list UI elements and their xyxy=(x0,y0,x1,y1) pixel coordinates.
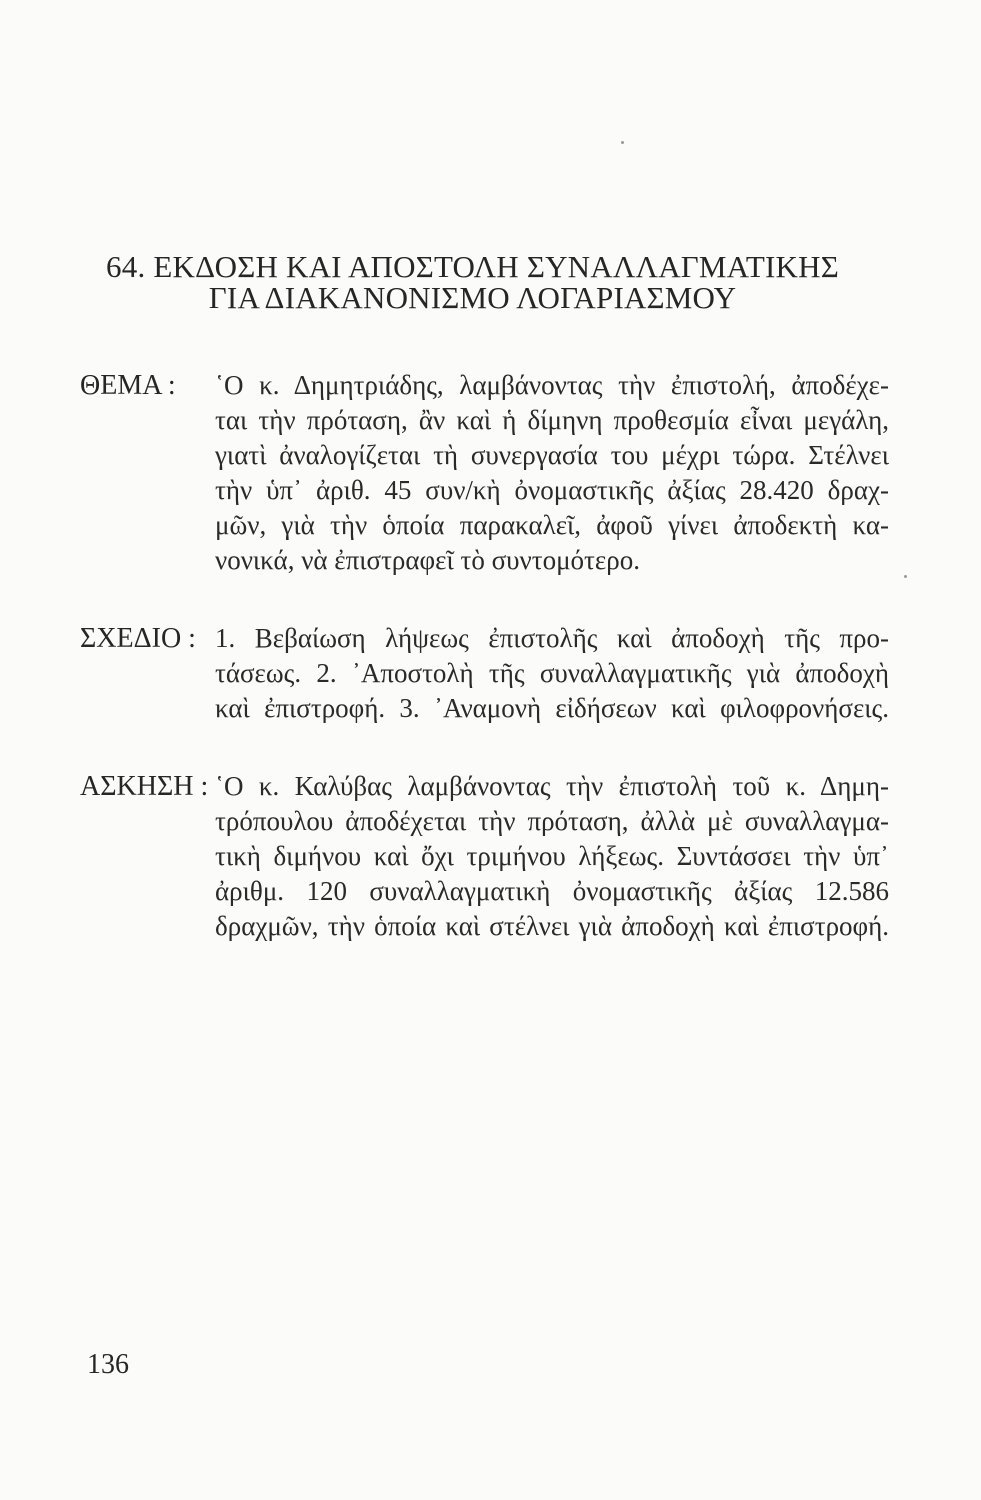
page-title-line-2: ΓΙΑ ΔΙΑΚΑΝΟΝΙΣΜΟ ΛΟΓΑΡΙΑΣΜΟΥ xyxy=(208,280,737,315)
thema-line-5: μῶν, γιὰ τὴν ὁποία παρακαλεῖ, ἀφοῦ γίνει ἀποδεκτὴ κα- xyxy=(215,510,889,540)
page-number: 136 xyxy=(87,1349,129,1380)
thema-line-1: ῾Ο κ. Δημητριάδης, λαμβάνοντας τὴν ἐπιστολή, ἀποδέχε- xyxy=(215,370,889,400)
speck-mark xyxy=(621,141,624,144)
speck-mark xyxy=(904,575,907,578)
thema-line-3: γιατὶ ἀναλογίζεται τὴ συνεργασία του μέχρι τώρα. Στέλνει xyxy=(215,440,889,470)
askisi-line-2: τρόπουλου ἀποδέχεται τὴν πρόταση, ἀλλὰ μὲ συναλλαγμα- xyxy=(215,806,889,836)
askisi-line-4: ἀριθμ. 120 συναλλαγματικὴ ὀνομαστικῆς ἀξίας 12.586 xyxy=(215,876,889,906)
askisi-label: ΑΣΚΗΣΗ : xyxy=(80,771,209,802)
askisi-line-1: ῾Ο κ. Καλύβας λαμβάνοντας τὴν ἐπιστολὴ τοῦ κ. Δημη- xyxy=(215,771,889,801)
page-title-line-1: 64. ΕΚΔΟΣΗ ΚΑΙ ΑΠΟΣΤΟΛΗ ΣΥΝΑΛΛΑΓΜΑΤΙΚΗΣ xyxy=(106,249,839,284)
askisi-line-5: δραχμῶν, τὴν ὁποία καὶ στέλνει γιὰ ἀποδοχὴ καὶ ἐπιστροφή. xyxy=(215,911,889,941)
schedio-label: ΣΧΕΔΙΟ : xyxy=(80,623,196,654)
thema-line-4: τὴν ὑπ᾽ ἀριθ. 45 συν/κὴ ὀνομαστικῆς ἀξίας 28.420 δραχ- xyxy=(215,475,889,505)
schedio-line-3: καὶ ἐπιστροφή. 3. ᾿Αναμονὴ εἰδήσεων καὶ φιλοφρονήσεις. xyxy=(215,693,889,723)
thema-label: ΘΕΜΑ : xyxy=(80,370,176,401)
thema-line-2: ται τὴν πρόταση, ἂν καὶ ἡ δίμηνη προθεσμία εἶναι μεγάλη, xyxy=(215,405,889,435)
schedio-line-1: 1. Βεβαίωση λήψεως ἐπιστολῆς καὶ ἀποδοχὴ τῆς προ- xyxy=(215,623,889,653)
schedio-line-2: τάσεως. 2. ᾿Αποστολὴ τῆς συναλλαγματικῆς γιὰ ἀποδοχὴ xyxy=(215,658,889,688)
thema-line-6: νονικά, νὰ ἐπιστραφεῖ τὸ συντομότερο. xyxy=(215,545,640,575)
askisi-line-3: τικὴ διμήνου καὶ ὄχι τριμήνου λήξεως. Συντάσσει τὴν ὑπ᾽ xyxy=(215,841,889,871)
